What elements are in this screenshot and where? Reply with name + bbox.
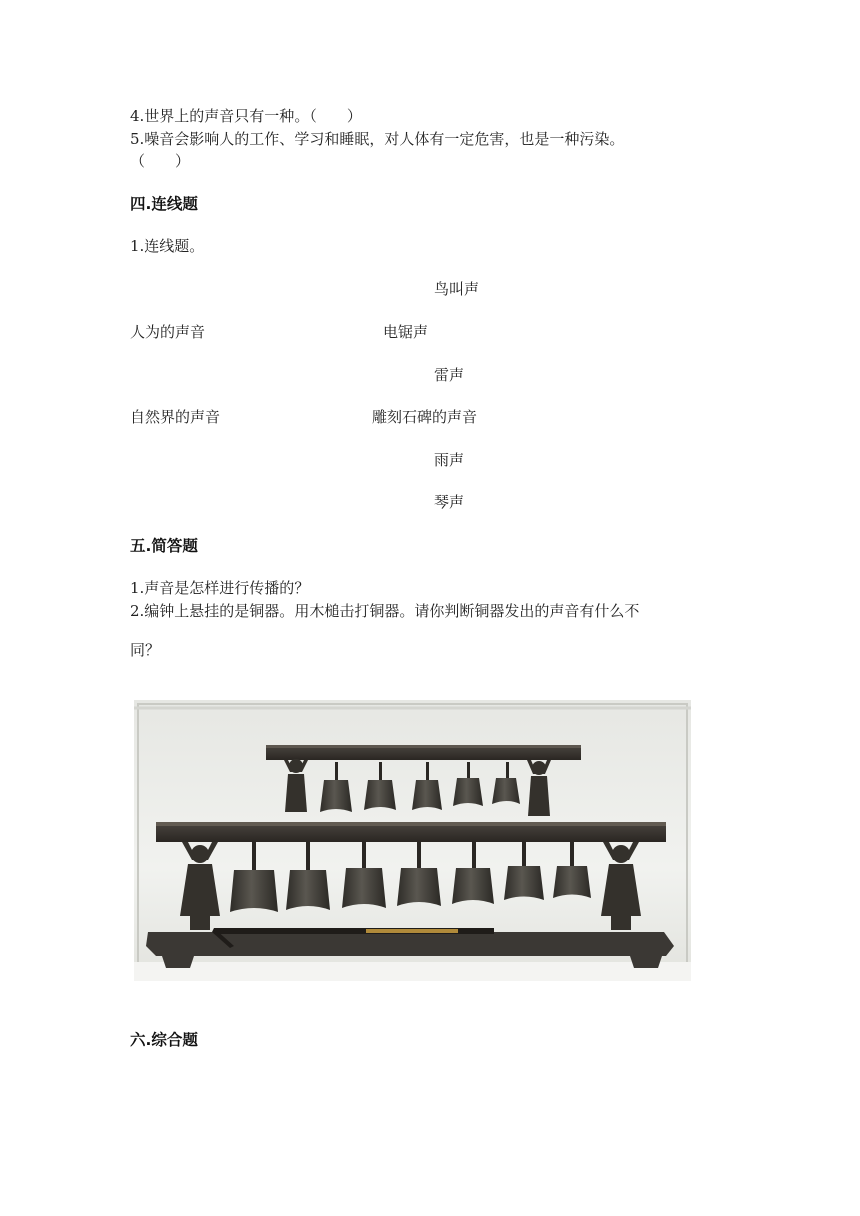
match-right-item: 雕刻石碑的声音 bbox=[372, 408, 478, 426]
short-answer-question-1: 1.声音是怎样进行传播的？ bbox=[130, 579, 310, 597]
bianzhong-photo bbox=[134, 700, 691, 981]
match-right-item: 雷声 bbox=[434, 366, 465, 384]
match-right-item: 琴声 bbox=[434, 493, 465, 511]
section-4-heading: 四.连线题 bbox=[130, 195, 198, 213]
question-5: 5.噪音会影响人的工作、学习和睡眠，对人体有一定危害，也是一种污染。 bbox=[130, 130, 625, 148]
short-answer-question-2: 2.编钟上悬挂的是铜器。用木槌击打铜器。请你判断铜器发出的声音有什么不 bbox=[130, 602, 640, 620]
section-5-heading: 五.简答题 bbox=[130, 537, 198, 555]
matching-question-1: 1.连线题。 bbox=[130, 237, 205, 255]
match-right-item: 鸟叫声 bbox=[434, 280, 480, 298]
match-left-item: 人为的声音 bbox=[130, 323, 206, 341]
match-right-item: 雨声 bbox=[434, 451, 465, 469]
match-right-item: 电锯声 bbox=[383, 323, 429, 341]
match-left-item: 自然界的声音 bbox=[130, 408, 221, 426]
question-4: 4.世界上的声音只有一种。（ ） bbox=[130, 107, 362, 125]
section-6-heading: 六.综合题 bbox=[130, 1031, 198, 1049]
question-5-answer-bracket: （ ） bbox=[130, 152, 191, 170]
short-answer-question-2-continued: 同？ bbox=[130, 641, 161, 659]
